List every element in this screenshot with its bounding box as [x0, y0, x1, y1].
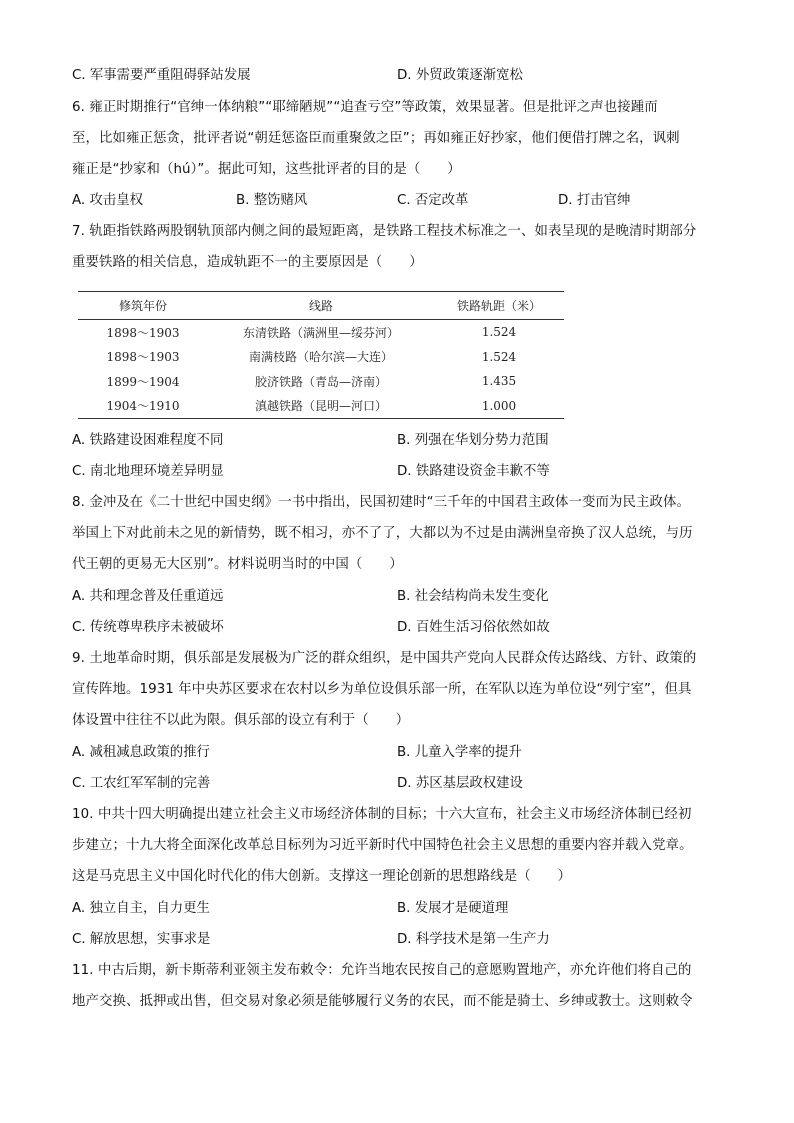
table-row — [78, 394, 564, 419]
q8-option-d: D. 百姓生活习俗依然如故 — [397, 620, 550, 635]
q11-stem-line: 11. 中古后期，新卡斯蒂利亚领主发布敕令：允许当地农民按自己的意愿购置地产，亦允许他们将自己的 — [72, 963, 692, 978]
q6-option-b: B. 整饬赌风 — [236, 193, 308, 208]
table-row — [78, 320, 564, 345]
q7-stem-line: 7. 轨距指铁路两股钢轨顶部内侧之间的最短距离，是铁路工程技术标准之一、如表呈现的是晚清时期部分 — [72, 224, 697, 239]
q9-stem-line: 宣传阵地。1931 年中央苏区要求在农村以乡为单位设俱乐部一所，在军队以连为单位设“列宁室”，但具 — [72, 682, 692, 697]
table-cell-line: 南满枝路（哈尔滨—大连） — [248, 350, 393, 365]
q10-option-c: C. 解放思想，实事求是 — [72, 932, 211, 947]
table-cell-gauge: 1.000 — [434, 394, 564, 419]
q7-stem-line: 重要铁路的相关信息，造成轨距不一的主要原因是（ ） — [72, 255, 423, 270]
q11-stem-line: 地产交换、抵押或出售，但交易对象必须是能够履行义务的农民，而不能是骑士、乡绅或教士。这则敕令 — [72, 994, 693, 1009]
table-row — [78, 345, 564, 370]
q10-stem-line: 10. 中共十四大明确提出建立社会主义市场经济体制的目标；十六大宣布，社会主义市场经济体制已经初 — [72, 807, 692, 822]
q9-option-d: D. 苏区基层政权建设 — [397, 776, 523, 791]
table-cell-year: 1898～1903 — [106, 325, 180, 340]
q6-option-a: A. 攻击皇权 — [72, 193, 143, 208]
table-header-line: 线路 — [208, 292, 434, 320]
table-cell-gauge: 1.435 — [481, 374, 517, 389]
q10-option-a: A. 独立自主，自力更生 — [72, 901, 210, 916]
q6-stem-line: 6. 雍正时期推行“官绅一体纳粮”“耶缔陋规”“追查亏空”等政策，效果显著。但是批评之声也接踵而 — [72, 100, 658, 115]
q10-option-b: B. 发展才是硬道理 — [397, 901, 509, 916]
table-cell-line: 滇越铁路（昆明—河口） — [208, 394, 434, 419]
q10-stem-line: 步建立；十九大将全面深化改革总目标列为习近平新时代中国特色社会主义思想的重要内容并载入党章。 — [72, 838, 693, 853]
q8-option-c: C. 传统尊卑秩序未被破坏 — [72, 620, 224, 635]
q8-stem-line: 8. 金冲及在《二十世纪中国史纲》一书中指出，民国初建时“三千年的中国君主政体一变而为民主政体。 — [72, 495, 690, 510]
q8-stem-line: 举国上下对此前未之见的新情势，既不相习，亦不了了，大都以为不过是由满洲皇帝换了汉人总统，与历 — [72, 526, 693, 541]
table-cell-year: 1904～1910 — [78, 394, 208, 419]
table-header-year: 修筑年份 — [78, 292, 208, 320]
table-cell-line: 胶济铁路（青岛—济南） — [254, 374, 387, 389]
table-cell-line: 东清铁路（满洲里—绥芬河） — [242, 325, 399, 340]
table-row — [78, 369, 564, 394]
table-cell-gauge: 1.524 — [481, 349, 517, 364]
table-cell-year: 1898～1903 — [106, 350, 180, 365]
q9-option-a: A. 减租减息政策的推行 — [72, 745, 210, 760]
q7-option-c: C. 南北地理环境差异明显 — [72, 464, 224, 479]
q6-stem-line: 雍正是“抄家和（hú）”。据此可知，这些批评者的目的是（ ） — [72, 162, 461, 177]
table-header-row — [78, 292, 564, 320]
q9-option-c: C. 工农红军军制的完善 — [72, 776, 211, 791]
q7-option-b: B. 列强在华划分势力范围 — [397, 433, 549, 448]
q6-stem-line: 至，比如雍正惩贪，批评者说“朝廷惩盗臣而重聚敛之臣”；再如雍正好抄家，他们便借打牌之名，讽刺 — [72, 131, 680, 146]
q10-option-d: D. 科学技术是第一生产力 — [397, 932, 550, 947]
q8-option-b: B. 社会结构尚未发生变化 — [397, 589, 549, 604]
q9-stem-line: 9. 土地革命时期，俱乐部是发展极为广泛的群众组织，是中国共产党向人民群众传达路线、方针、政策的 — [72, 651, 697, 666]
table-header-gauge: 铁路轨距（米） — [434, 292, 564, 320]
q5-option-d: D. 外贸政策逐渐宽松 — [397, 68, 523, 83]
q7-option-d: D. 铁路建设资金丰歉不等 — [397, 464, 550, 479]
q6-option-c: C. 否定改革 — [397, 193, 469, 208]
q8-option-a: A. 共和理念普及任重道远 — [72, 589, 224, 604]
q9-option-b: B. 儿童入学率的提升 — [397, 745, 522, 760]
q5-option-c: C. 军事需要严重阻碍驿站发展 — [72, 68, 251, 83]
railway-gauge-table — [78, 291, 564, 419]
q10-stem-line: 这是马克思主义中国化时代化的伟大创新。支撑这一理论创新的思想路线是（ ） — [72, 869, 572, 884]
table-cell-year: 1899～1904 — [106, 374, 180, 389]
q8-stem-line: 代王朝的更易无大区别”。材料说明当时的中国（ ） — [72, 557, 403, 572]
q7-option-a: A. 铁路建设困难程度不同 — [72, 433, 224, 448]
q6-option-d: D. 打击官绅 — [558, 193, 631, 208]
q9-stem-line: 体设置中往往不以此为限。俱乐部的设立有利于（ ） — [72, 713, 410, 728]
table-cell-gauge: 1.524 — [481, 325, 517, 340]
